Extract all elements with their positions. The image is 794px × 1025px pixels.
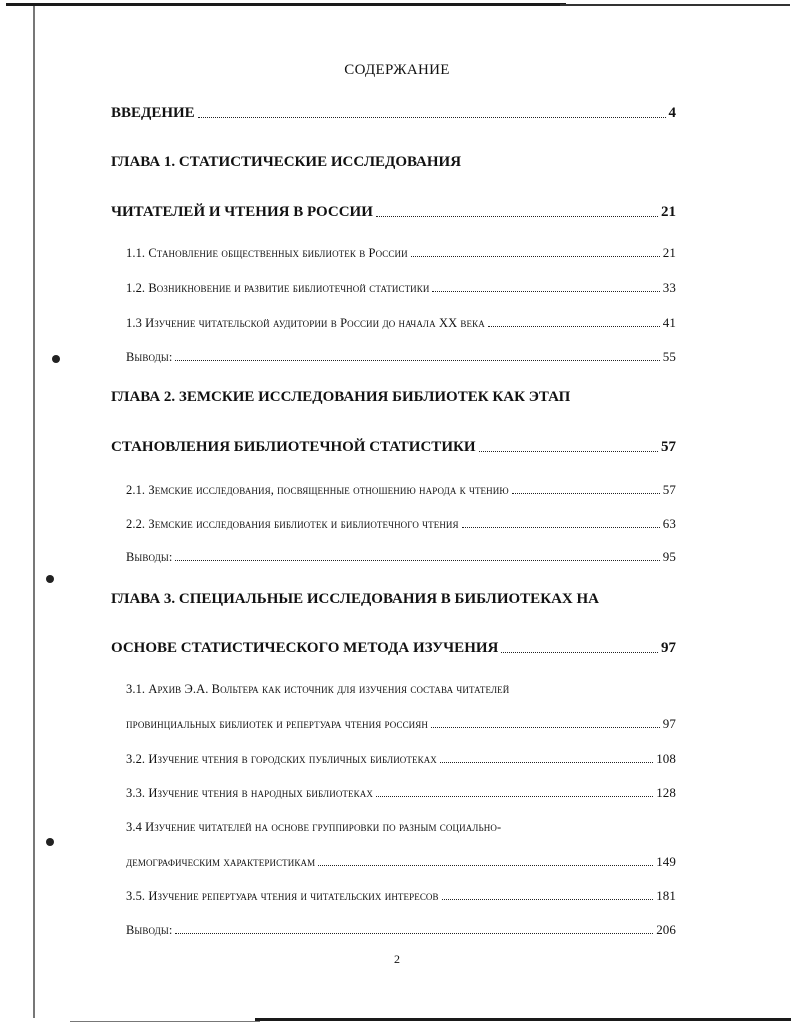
toc-entry-section — [126, 682, 509, 697]
scan-edge-bottom — [255, 1018, 791, 1021]
toc-entry-page: 57 — [662, 482, 676, 497]
dot-leader — [175, 560, 659, 561]
toc-entry-page: 97 — [661, 640, 676, 656]
binder-hole-mark — [46, 838, 54, 846]
toc-entry-label: 3.4 Изучение читателей на основе группировки по разным социально- — [126, 820, 502, 834]
toc-entry-label: ВВЕДЕНИЕ — [111, 105, 195, 121]
dot-leader — [479, 451, 658, 452]
toc-entry-intro — [111, 105, 676, 122]
toc-entry-label: 3.3. Изучение чтения в народных библиотеках — [126, 786, 373, 800]
toc-entry-conclusions — [126, 349, 676, 365]
dot-leader — [318, 865, 653, 866]
toc-entry-label: Выводы: — [126, 923, 173, 937]
scan-edge-bottom — [70, 1021, 260, 1022]
toc-entry-section — [126, 854, 676, 870]
toc-entry-chapter-3 — [111, 640, 676, 657]
dot-leader — [411, 256, 660, 257]
toc-entry-section — [126, 516, 676, 532]
toc-entry-label: Выводы: — [126, 350, 173, 364]
toc-entry-label: СТАНОВЛЕНИЯ БИБЛИОТЕЧНОЙ СТАТИСТИКИ — [111, 439, 476, 455]
toc-chapter-heading — [111, 154, 461, 171]
dot-leader — [462, 527, 660, 528]
toc-entry-page: 149 — [656, 854, 676, 869]
toc-entry-page: 41 — [662, 315, 676, 330]
dot-leader — [376, 796, 653, 797]
binder-hole-mark — [46, 575, 54, 583]
toc-entry-label: 1.1. Становление общественных библиотек в России — [126, 246, 408, 260]
toc-entry-page: 181 — [656, 888, 676, 903]
dot-leader — [501, 652, 658, 653]
scan-edge-top — [6, 3, 566, 6]
dot-leader — [442, 899, 654, 900]
toc-entry-page: 33 — [662, 280, 676, 295]
toc-title: СОДЕРЖАНИЕ — [344, 62, 450, 78]
toc-entry-label: 1.2. Возникновение и развитие библиотечной статистики — [126, 281, 430, 295]
toc-entry-page: 55 — [662, 349, 676, 364]
toc-entry-chapter-2 — [111, 439, 676, 456]
toc-entry-label: демографическим характеристикам — [126, 855, 316, 869]
toc-entry-label: 2.2. Земские исследования библиотек и библиотечного чтения — [126, 517, 459, 531]
toc-entry-label: ОСНОВЕ СТАТИСТИЧЕСКОГО МЕТОДА ИЗУЧЕНИЯ — [111, 640, 499, 656]
toc-entry-label: 3.1. Архив Э.А. Вольтера как источник для изучения состава читателей — [126, 682, 510, 696]
toc-entry-page: 57 — [661, 439, 676, 455]
dot-leader — [431, 727, 660, 728]
toc-entry-page: 21 — [661, 204, 676, 220]
dot-leader — [512, 493, 660, 494]
dot-leader — [488, 326, 660, 327]
toc-entry-section — [126, 820, 501, 835]
dot-leader — [376, 216, 658, 217]
toc-chapter-heading — [111, 389, 570, 406]
toc-entry-page: 128 — [656, 785, 676, 800]
toc-entry-page: 108 — [656, 751, 676, 766]
toc-entry-page: 21 — [662, 245, 676, 260]
binder-hole-mark — [52, 355, 60, 363]
toc-entry-page: 206 — [656, 922, 676, 937]
dot-leader — [175, 933, 653, 934]
toc-entry-section — [126, 785, 676, 801]
toc-entry-label: ГЛАВА 1. СТАТИСТИЧЕСКИЕ ИССЛЕДОВАНИЯ — [111, 154, 462, 170]
toc-entry-page: 97 — [662, 716, 676, 731]
toc-entry-label: провинциальных библиотек и репертуара чтения россиян — [126, 717, 428, 731]
toc-entry-page: 95 — [662, 549, 676, 564]
toc-entry-section — [126, 751, 676, 767]
dot-leader — [198, 117, 666, 118]
toc-entry-section — [126, 245, 676, 261]
toc-entry-label: 1.3 Изучение читательской аудитории в России до начала XX века — [126, 316, 485, 330]
toc-entry-label: 3.2. Изучение чтения в городских публичных библиотеках — [126, 752, 437, 766]
toc-entry-label: 3.5. Изучение репертуара чтения и читательских интересов — [126, 889, 439, 903]
toc-entry-page: 63 — [662, 516, 676, 531]
toc-entry-label: ЧИТАТЕЛЕЙ И ЧТЕНИЯ В РОССИИ — [111, 204, 373, 220]
toc-entry-page: 4 — [668, 105, 676, 121]
toc-entry-label: 2.1. Земские исследования, посвященные отношению народа к чтению — [126, 483, 509, 497]
page-number: 2 — [394, 952, 400, 966]
dot-leader — [175, 360, 659, 361]
toc-entry-section — [126, 315, 676, 331]
toc-entry-section — [126, 716, 676, 732]
toc-entry-section — [126, 888, 676, 904]
toc-entry-conclusions — [126, 549, 676, 565]
toc-entry-label: ГЛАВА 3. СПЕЦИАЛЬНЫЕ ИССЛЕДОВАНИЯ В БИБЛИОТЕКАХ НА — [111, 591, 599, 607]
dot-leader — [432, 291, 659, 292]
scan-edge-left — [33, 6, 35, 1018]
toc-entry-label: ГЛАВА 2. ЗЕМСКИЕ ИССЛЕДОВАНИЯ БИБЛИОТЕК КАК ЭТАП — [111, 389, 571, 405]
dot-leader — [440, 762, 653, 763]
toc-chapter-heading — [111, 591, 599, 608]
toc-entry-section — [126, 280, 676, 296]
toc-entry-label: Выводы: — [126, 550, 173, 564]
toc-entry-conclusions — [126, 922, 676, 938]
scan-edge-top — [560, 4, 790, 6]
toc-entry-chapter-1 — [111, 204, 676, 221]
toc-entry-section — [126, 482, 676, 498]
